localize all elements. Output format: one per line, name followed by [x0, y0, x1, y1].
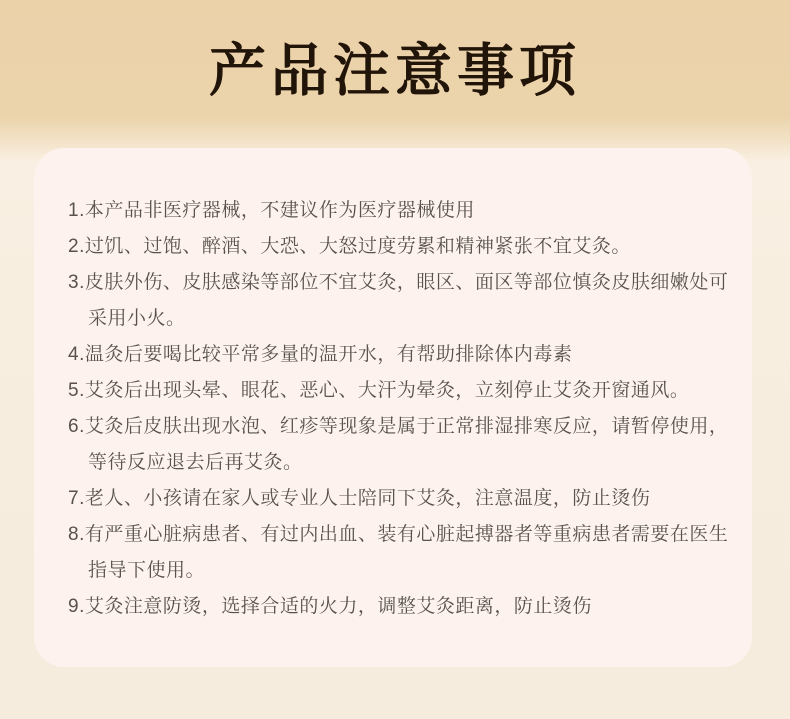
notice-list — [68, 193, 729, 625]
page-title: 产品注意事项 — [209, 39, 581, 103]
notice-item-9-line-1: 9.艾灸注意防烫，选择合适的火力，调整艾灸距离，防止烫伤 — [68, 596, 592, 617]
notice-item-9 — [68, 589, 726, 625]
notice-item-8-line-1: 8.有严重心脏病患者、有过内出血、装有心脏起搏器者等重病患者需要在医生 — [68, 524, 729, 545]
notice-item-8-line-2: 指导下使用。 — [88, 560, 206, 581]
notice-item-4-line-1: 4.温灸后要喝比较平常多量的温开水，有帮助排除体内毒素 — [68, 344, 573, 365]
notice-item-1-line-1: 1.本产品非医疗器械，不建议作为医疗器械使用 — [68, 200, 475, 221]
notice-item-5 — [68, 373, 726, 409]
notice-item-8 — [68, 517, 729, 589]
notice-item-4 — [68, 337, 726, 373]
notice-item-7 — [68, 481, 726, 517]
notice-item-7-line-1: 7.老人、小孩请在家人或专业人士陪同下艾灸，注意温度，防止烫伤 — [68, 488, 651, 509]
notice-item-2-line-1: 2.过饥、过饱、醉酒、大恐、大怒过度劳累和精神紧张不宜艾灸。 — [68, 236, 631, 257]
notice-item-1 — [68, 193, 726, 229]
notice-item-3 — [68, 265, 729, 337]
notice-item-2 — [68, 229, 726, 265]
notice-item-3-line-1: 3.皮肤外伤、皮肤感染等部位不宜艾灸，眼区、面区等部位慎灸皮肤细嫩处可 — [68, 272, 729, 293]
notice-item-6-line-2: 等待反应退去后再艾灸。 — [88, 452, 303, 473]
notice-item-6 — [68, 409, 729, 481]
notice-item-3-line-2: 采用小火。 — [88, 308, 186, 329]
notice-card — [34, 148, 752, 667]
notice-item-5-line-1: 5.艾灸后出现头晕、眼花、恶心、大汗为晕灸，立刻停止艾灸开窗通风。 — [68, 380, 690, 401]
notice-item-6-line-1: 6.艾灸后皮肤出现水泡、红疹等现象是属于正常排湿排寒反应，请暂停使用， — [68, 416, 729, 437]
